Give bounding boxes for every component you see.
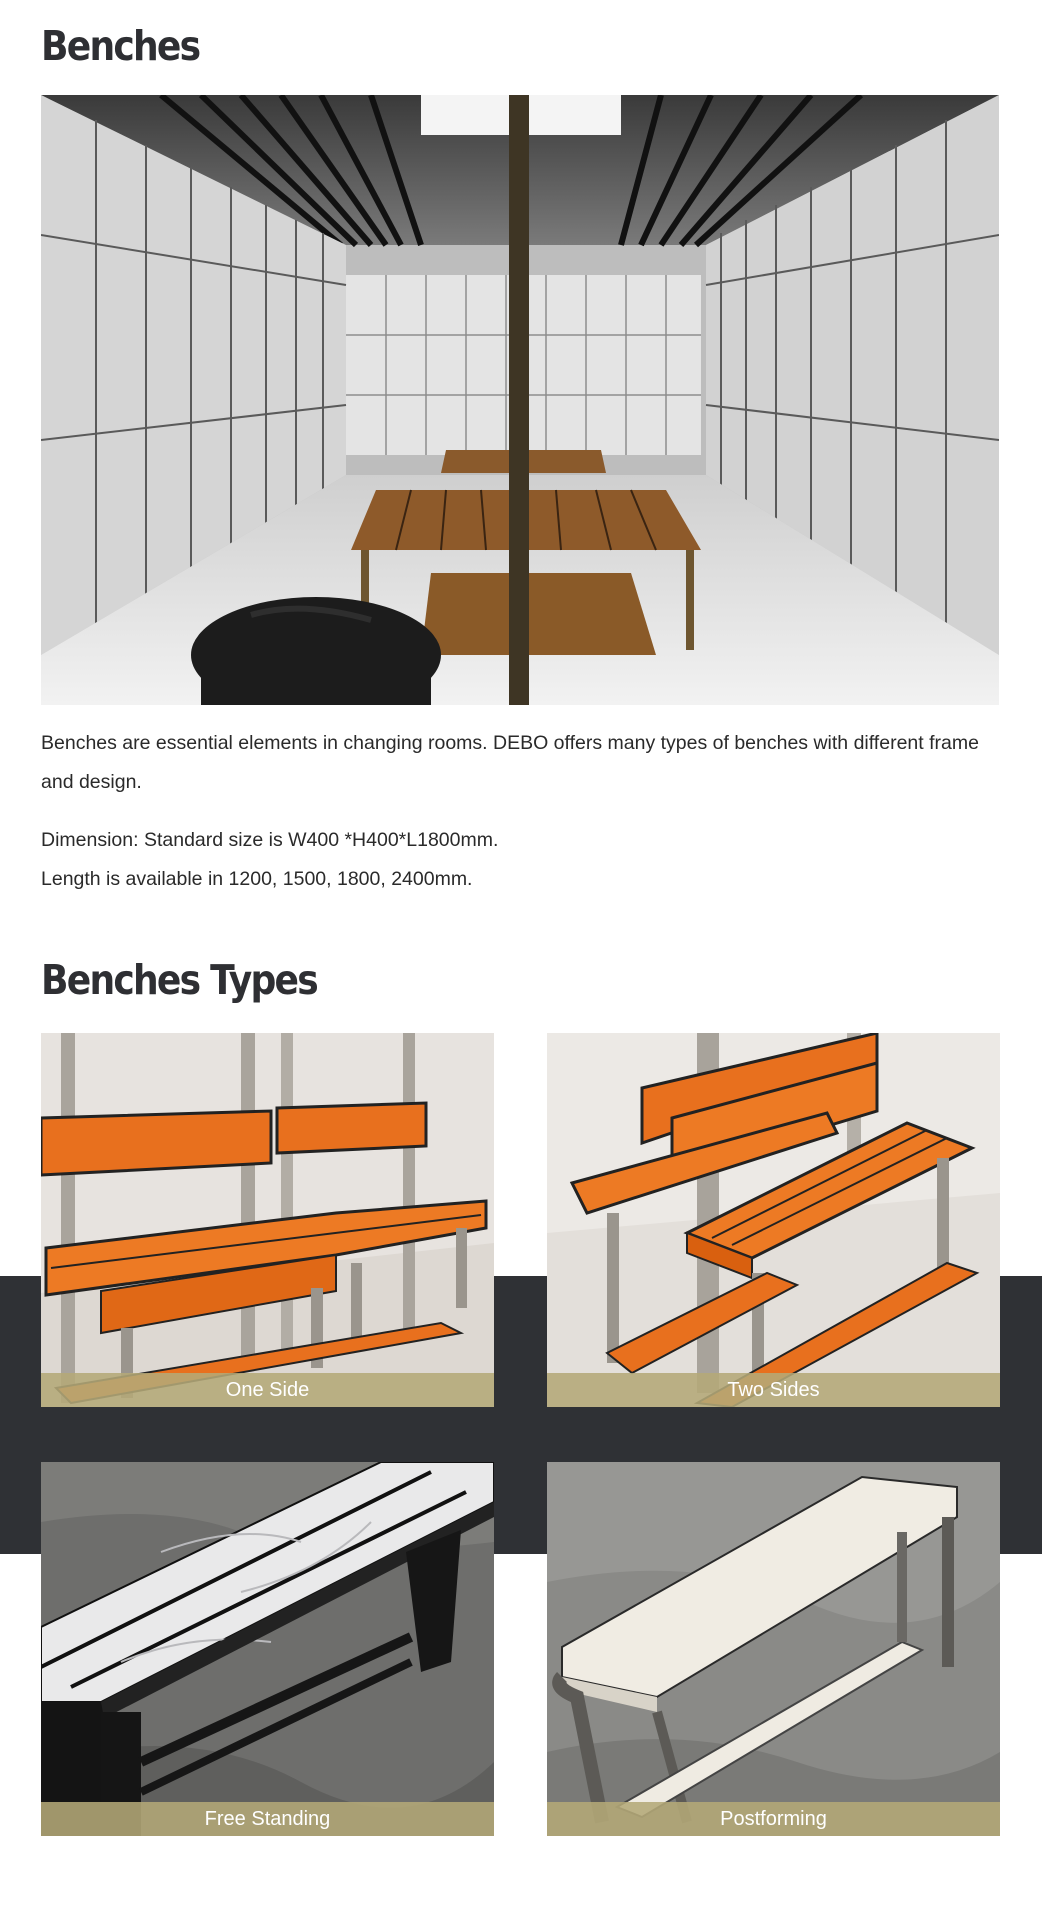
postforming-bench-image	[547, 1462, 1000, 1836]
card-caption: One Side	[41, 1373, 494, 1407]
page-title: Benches	[41, 22, 200, 70]
hero-image-locker-room	[41, 95, 999, 705]
two-sides-bench-image	[547, 1033, 1000, 1407]
dimension-standard: Dimension: Standard size is W400 *H400*L1800mm.	[41, 829, 499, 851]
free-standing-bench-image	[41, 1462, 494, 1836]
bench-type-card-free-standing[interactable]	[41, 1462, 494, 1836]
bench-type-card-postforming[interactable]	[547, 1462, 1000, 1836]
one-side-bench-image	[41, 1033, 494, 1407]
bench-type-card-one-side[interactable]	[41, 1033, 494, 1407]
intro-paragraph: Benches are essential elements in changing rooms. DEBO offers many types of benches with different frame and design.	[41, 732, 979, 793]
card-caption: Free Standing	[41, 1802, 494, 1836]
card-caption: Postforming	[547, 1802, 1000, 1836]
bench-type-card-two-sides[interactable]	[547, 1033, 1000, 1407]
card-caption: Two Sides	[547, 1373, 1000, 1407]
types-section-title: Benches Types	[41, 956, 317, 1004]
dimension-lengths: Length is available in 1200, 1500, 1800, 2400mm.	[41, 868, 473, 890]
